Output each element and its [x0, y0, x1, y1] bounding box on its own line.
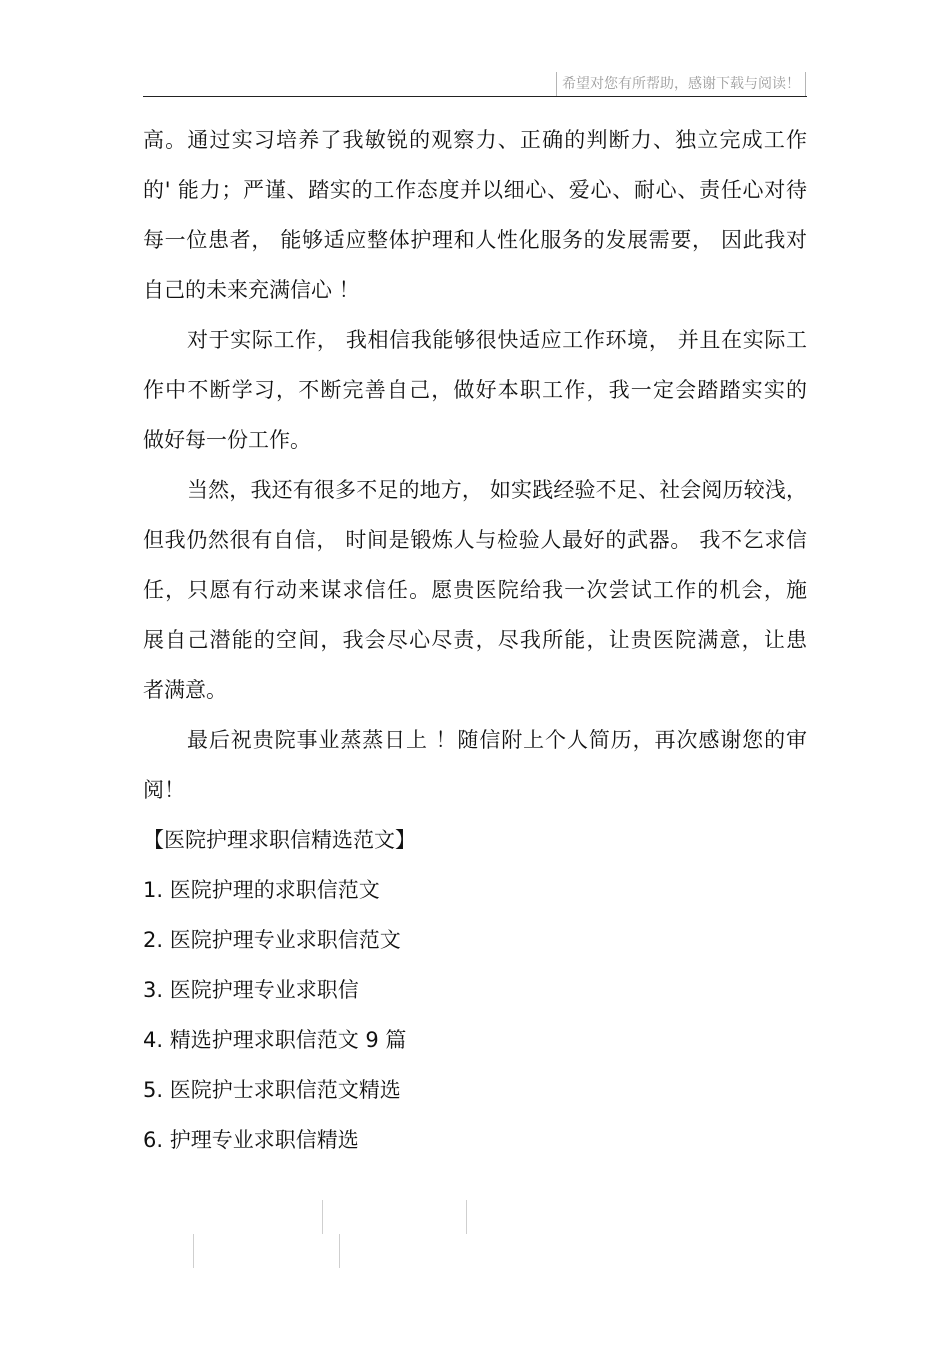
header-note: 希望对您有所帮助，感谢下载与阅读！ — [556, 72, 806, 96]
body-line: 者满意。 — [143, 678, 227, 702]
related-item: 6. 护理专业求职信精选 — [143, 1128, 359, 1152]
body-line: 的' 能力；严谨、踏实的工作态度并以细心、爱心、耐心、责任心对待 — [143, 178, 807, 202]
related-item: 3. 医院护理专业求职信 — [143, 978, 359, 1002]
body-line: 每一位患者， 能够适应整体护理和人性化服务的发展需要， 因此我对 — [143, 228, 807, 252]
document-body — [143, 115, 807, 1165]
related-item: 2. 医院护理专业求职信范文 — [143, 928, 401, 952]
related-heading: 【医院护理求职信精选范文】 — [143, 828, 416, 852]
body-line: 高。通过实习培养了我敏锐的观察力、正确的判断力、独立完成工作 — [143, 128, 807, 152]
body-line: 作中不断学习，不断完善自己，做好本职工作，我一定会踏踏实实的 — [143, 378, 807, 402]
scan-mark — [466, 1200, 467, 1234]
related-item: 4. 精选护理求职信范文 9 篇 — [143, 1028, 407, 1052]
body-line: 做好每一份工作。 — [143, 428, 311, 452]
body-line: 当然，我还有很多不足的地方， 如实践经验不足、社会阅历较浅， — [187, 478, 807, 502]
body-line: 阅！ — [143, 778, 185, 802]
scan-mark — [193, 1234, 194, 1268]
body-line: 任，只愿有行动来谋求信任。愿贵医院给我一次尝试工作的机会，施 — [143, 578, 807, 602]
body-line: 展自己潜能的空间，我会尽心尽责，尽我所能，让贵医院满意，让患 — [143, 628, 807, 652]
header-divider — [143, 96, 807, 97]
related-item: 1. 医院护理的求职信范文 — [143, 878, 380, 902]
body-line: 自己的未来充满信心 ！ — [143, 278, 360, 302]
body-line: 但我仍然很有自信， 时间是锻炼人与检验人最好的武器。 我不乞求信 — [143, 528, 807, 552]
body-line: 最后祝贵院事业蒸蒸日上 ！随信附上个人简历，再次感谢您的审 — [187, 728, 807, 752]
related-item: 5. 医院护士求职信范文精选 — [143, 1078, 401, 1102]
scan-mark — [339, 1234, 340, 1268]
body-line: 对于实际工作， 我相信我能够很快适应工作环境， 并且在实际工 — [187, 328, 807, 352]
scan-mark — [322, 1200, 323, 1234]
